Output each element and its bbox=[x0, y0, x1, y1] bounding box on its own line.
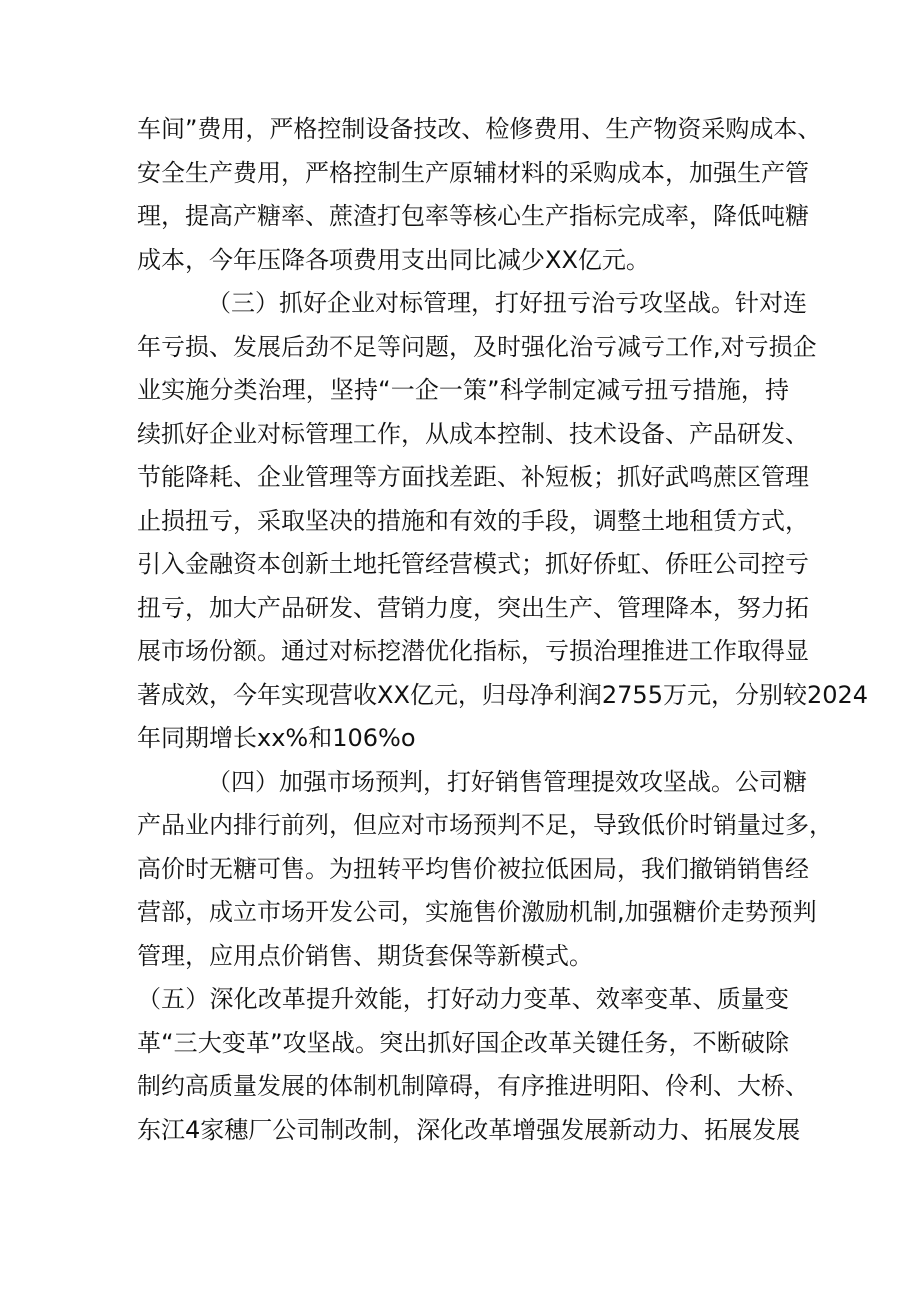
text-line: 安全生产费用，严格控制生产原辅材料的采购成本，加强生产管 bbox=[137, 158, 809, 187]
section-heading-line: （五）深化改革提升效能，打好动力变革、效率变革、质量变 bbox=[137, 985, 789, 1013]
text-line: 引入金融资本创新土地托管经营模式；抓好侨虹、侨旺公司控亏 bbox=[137, 550, 809, 578]
text-line: 产品业内排行前列，但应对市场预判不足，导致低价时销量过多， bbox=[137, 811, 833, 839]
text-line: 著成效，今年实现营收XX亿元，归母净利润2755万元，分别较2024 bbox=[137, 680, 869, 709]
text-line: 节能降耗、企业管理等方面找差距、补短板；抓好武鸣蔗区管理 bbox=[137, 463, 809, 491]
text-line: 制约高质量发展的体制机制障碍，有序推进明阳、伶利、大桥、 bbox=[137, 1072, 809, 1100]
text-line: 业实施分类治理，坚持“一企一策”科学制定减亏扭亏措施，持 bbox=[137, 376, 789, 404]
text-line: 扭亏，加大产品研发、营销力度，突出生产、管理降本，努力拓 bbox=[137, 593, 809, 622]
text-line: 高价时无糖可售。为扭转平均售价被拉低困局，我们撤销销售经 bbox=[137, 854, 809, 883]
text-line: 东江4家穗厂公司制改制，深化改革增强发展新动力、拓展发展 bbox=[137, 1115, 801, 1144]
document-body bbox=[137, 108, 869, 1152]
section-heading-line: （三）抓好企业对标管理，打好扭亏治亏攻坚战。针对连 bbox=[207, 289, 807, 317]
text-line: 车间”费用，严格控制设备技改、检修费用、生产物资采购成本、 bbox=[137, 115, 822, 143]
text-line: 革“三大变革”攻坚战。突出抓好国企改革关键任务，不断破除 bbox=[137, 1028, 789, 1057]
text-line: 管理，应用点价销售、期货套保等新模式。 bbox=[137, 941, 593, 970]
text-line: 年同期增长xx%和106%o bbox=[137, 724, 416, 752]
section-heading-line: （四）加强市场预判，打好销售管理提效攻坚战。公司糖 bbox=[207, 767, 807, 796]
text-line: 展市场份额。通过对标挖潜优化指标，亏损治理推进工作取得显 bbox=[137, 637, 809, 665]
text-line: 续抓好企业对标管理工作，从成本控制、技术设备、产品研发、 bbox=[137, 419, 809, 448]
text-line: 营部，成立市场开发公司，实施售价激励机制,加强糖价走势预判 bbox=[137, 898, 817, 926]
text-line: 成本，今年压降各项费用支出同比减少XX亿元。 bbox=[137, 245, 650, 274]
text-line: 年亏损、发展后劲不足等问题，及时强化治亏减亏工作,对亏损企 bbox=[137, 332, 817, 361]
text-line: 理，提高产糖率、蔗渣打包率等核心生产指标完成率，降低吨糖 bbox=[137, 202, 809, 230]
text-line: 止损扭亏，采取坚决的措施和有效的手段，调整土地租赁方式， bbox=[137, 506, 809, 535]
